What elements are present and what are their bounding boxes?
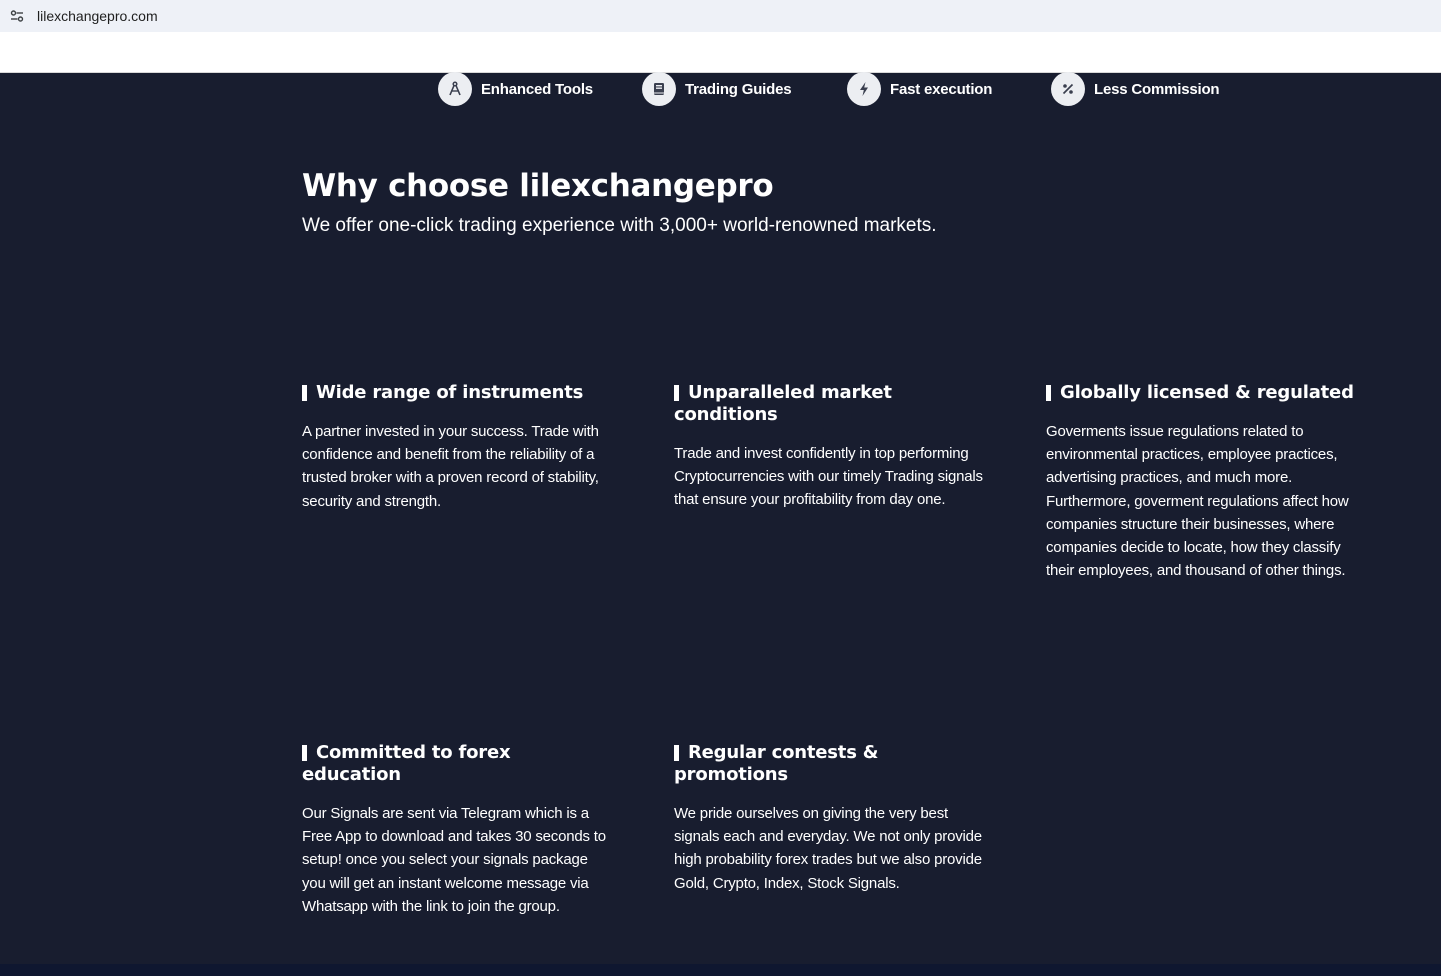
address-bar[interactable] bbox=[0, 0, 1441, 32]
card-text: Our Signals are sent via Telegram which is a Free App to download and takes 30 seconds to setup! once you select your signals package you will get an instant welcome message via Whatsapp with the link to join the group. bbox=[302, 805, 606, 915]
section-subtitle: We offer one-click trading experience with 3,000+ world-renowned markets. bbox=[302, 215, 937, 236]
feature-label: Trading Guides bbox=[685, 80, 792, 98]
page-content bbox=[0, 73, 1441, 964]
card-text: Trade and invest confidently in top performing Cryptocurrencies with our timely Trading signals that ensure your profitability from day one. bbox=[674, 445, 983, 509]
card-title: Committed to forex education bbox=[302, 742, 614, 786]
card-text: A partner invested in your success. Trade with confidence and benefit from the reliability of a trusted broker with a proven record of stability, security and strength. bbox=[302, 423, 599, 510]
url-text[interactable]: lilexchangepro.com bbox=[37, 8, 158, 24]
card-forex-education bbox=[302, 742, 614, 918]
section-title: Why choose lilexchangepro bbox=[302, 168, 774, 204]
site-settings-icon[interactable] bbox=[10, 9, 24, 23]
book-icon bbox=[642, 72, 676, 106]
feature-label: Enhanced Tools bbox=[481, 80, 593, 98]
lightning-icon bbox=[847, 72, 881, 106]
card-title: Regular contests & promotions bbox=[674, 742, 986, 786]
card-licensed bbox=[1046, 382, 1356, 582]
feature-fast-execution[interactable] bbox=[847, 73, 992, 105]
footer-strip bbox=[0, 964, 1441, 976]
feature-label: Fast execution bbox=[890, 80, 993, 98]
card-wide-range bbox=[302, 382, 614, 513]
feature-trading-guides[interactable] bbox=[642, 73, 791, 105]
feature-strip bbox=[0, 73, 1441, 105]
card-text: We pride ourselves on giving the very best signals each and everyday. We not only provide high probability forex trades but we also provide Gold, Crypto, Index, Stock Signals. bbox=[674, 805, 982, 892]
feature-enhanced-tools[interactable] bbox=[438, 73, 593, 105]
percent-icon bbox=[1051, 72, 1085, 106]
card-text: Goverments issue regulations related to environmental practices, employee practices, advertising practices, and much more. Furthermore, goverment regulations affect how companies structure their businesses, where companies decide to locate, how they classify their employees, and thousand of other things. bbox=[1046, 423, 1349, 580]
card-contests bbox=[674, 742, 986, 895]
feature-label: Less Commission bbox=[1094, 80, 1220, 98]
card-title: Wide range of instruments bbox=[302, 382, 614, 404]
site-header bbox=[0, 32, 1441, 73]
card-market-conditions bbox=[674, 382, 986, 512]
card-title: Unparalleled market conditions bbox=[674, 382, 986, 426]
compass-tool-icon bbox=[438, 72, 472, 106]
card-title: Globally licensed & regulated bbox=[1046, 382, 1356, 404]
feature-less-commission[interactable] bbox=[1051, 73, 1219, 105]
